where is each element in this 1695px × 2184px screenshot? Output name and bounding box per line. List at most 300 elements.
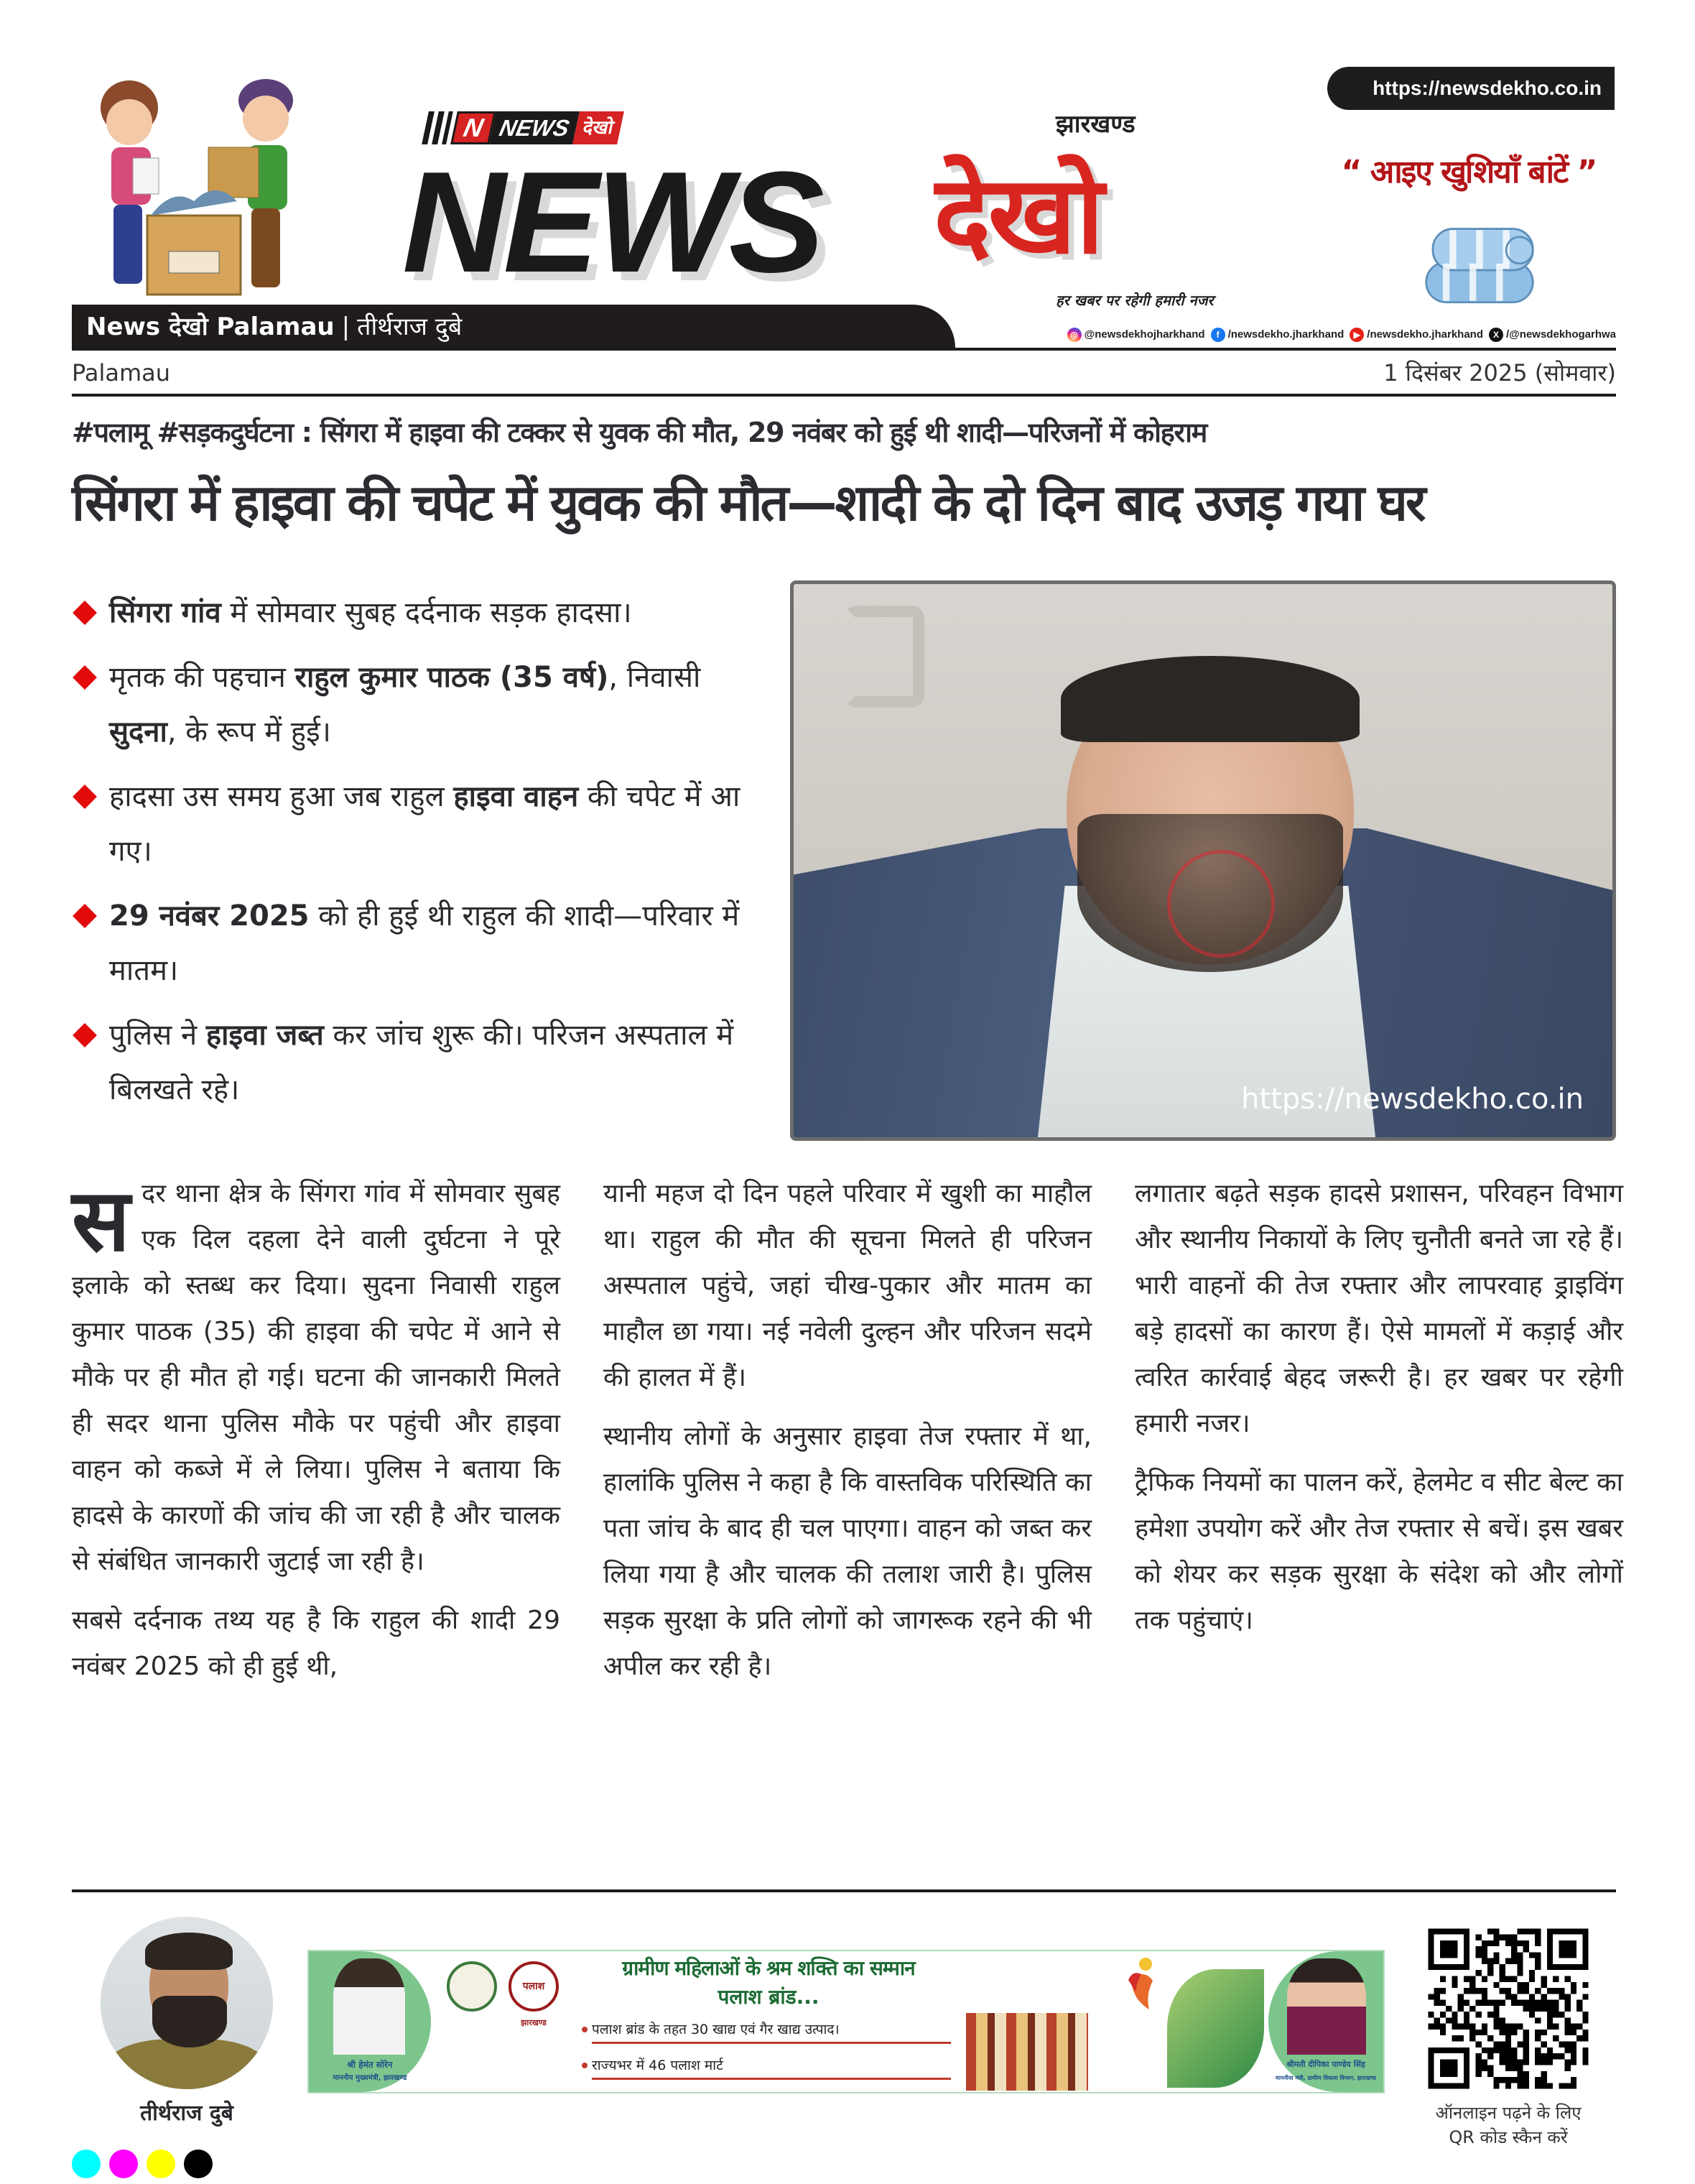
qr-module — [1500, 2000, 1505, 2006]
qr-module — [1500, 1935, 1505, 1940]
qr-module — [1559, 1994, 1564, 1999]
qr-module — [1582, 2048, 1588, 2053]
qr-module — [1464, 2000, 1469, 2006]
qr-module — [1493, 2012, 1499, 2017]
masthead-dekho-wordmark: देखो — [934, 153, 1102, 278]
footer-rule — [72, 1889, 1616, 1892]
ad-title-line1: ग्रामीण महिलाओं के श्रम शक्ति का सम्मान — [622, 1956, 915, 1980]
highlight-bold: हाइवा जब्त — [205, 1019, 324, 1052]
qr-module — [1475, 2000, 1481, 2006]
dateline-location: Palamau — [72, 359, 171, 387]
qr-caption-line2: QR कोड स्कैन करें — [1449, 2127, 1568, 2147]
qr-module — [1523, 1940, 1529, 1946]
reporter-name: तीर्थराज दुबे — [140, 2101, 233, 2126]
qr-module — [1517, 1964, 1523, 1970]
qr-module — [1500, 2042, 1505, 2048]
qr-module — [1559, 1940, 1576, 1958]
ad-title-line2: पलाश ब्रांड... — [718, 1985, 819, 2009]
highlight-bold: सिंगरा गांव — [109, 596, 221, 629]
qr-module — [1434, 1994, 1440, 1999]
ad-products-image — [966, 2013, 1088, 2091]
qr-module — [1500, 2030, 1505, 2035]
qr-module — [1511, 2065, 1517, 2071]
edition-author: तीर्थराज दुबे — [357, 313, 463, 341]
qr-module — [1505, 1994, 1511, 1999]
qr-module — [1511, 2024, 1517, 2030]
qr-module — [1582, 2053, 1588, 2059]
qr-module — [1511, 1976, 1517, 1981]
qr-module — [1535, 2035, 1541, 2041]
qr-module — [1511, 1940, 1517, 1946]
qr-module — [1523, 2059, 1529, 2065]
qr-module — [1440, 1976, 1446, 1981]
yellow-mark-icon — [147, 2150, 175, 2178]
qr-module — [1535, 2077, 1541, 2083]
diamond-bullet-icon — [73, 665, 97, 690]
qr-module — [1582, 2012, 1588, 2017]
slogan: “ आइए खुशियाँ बांटें ” — [1341, 154, 1597, 190]
highlight-item — [72, 769, 761, 879]
qr-module — [1553, 2006, 1559, 2012]
article-paragraph — [72, 1171, 560, 1585]
qr-module — [1547, 2048, 1553, 2053]
qr-module — [1571, 2059, 1576, 2065]
qr-module — [1511, 1952, 1517, 1958]
highlight-text: को ही हुई थी राहुल की शादी—परिवार में मातम। — [109, 899, 740, 987]
qr-module — [1440, 1988, 1446, 1994]
qr-module — [1547, 2006, 1553, 2012]
ad-left-title: माननीय मुख्यमंत्री, झारखण्ड — [333, 2074, 407, 2082]
qr-module — [1511, 1994, 1517, 1999]
qr-module — [1505, 2035, 1511, 2041]
qr-module — [1523, 2077, 1529, 2083]
qr-module — [1511, 1958, 1517, 1964]
instagram-icon: ◎ — [1067, 328, 1082, 342]
qr-module — [1559, 1988, 1564, 1994]
qr-module — [1511, 2077, 1517, 2083]
qr-module — [1500, 2024, 1505, 2030]
qr-module — [1535, 2006, 1541, 2012]
qr-module — [1440, 1940, 1458, 1958]
masthead-news-wordmark: NEWS — [402, 144, 822, 302]
highlight-item — [72, 1008, 761, 1117]
qr-module — [1523, 1982, 1529, 1988]
qr-module — [1493, 2000, 1499, 2006]
qr-module — [1487, 2012, 1493, 2017]
qr-module — [1505, 2077, 1511, 2083]
social-youtube[interactable] — [1350, 325, 1483, 345]
ad-point-1: पलाश ब्रांड के तहत 30 खाद्य एवं गैर खाद्य उत्पाद। — [592, 2019, 951, 2044]
qr-module — [1500, 1976, 1505, 1981]
qr-module — [1571, 2024, 1576, 2030]
qr-caption — [1393, 2101, 1623, 2150]
qr-module — [1517, 1940, 1523, 1946]
qr-module — [1487, 2065, 1493, 2071]
qr-module — [1559, 2053, 1564, 2059]
qr-module — [1464, 1988, 1469, 1994]
qr-module — [1493, 1982, 1499, 1988]
qr-module — [1487, 1964, 1493, 1970]
qr-module — [1452, 1976, 1457, 1981]
qr-module — [1529, 2012, 1535, 2017]
qr-module — [1452, 2012, 1457, 2017]
qr-module — [1571, 2077, 1576, 2083]
watermark-stamp-icon — [1167, 850, 1275, 958]
qr-module — [1582, 2059, 1588, 2065]
qr-module — [1487, 2035, 1493, 2041]
qr-module — [1529, 1976, 1535, 1981]
qr-module — [1541, 1976, 1547, 1981]
qr-module — [1541, 1994, 1547, 1999]
palash-brand-logo-icon — [1124, 1956, 1160, 2013]
qr-module — [1511, 2053, 1517, 2059]
article-paragraph: सबसे दर्दनाक तथ्य यह है कि राहुल की शादी 29 नवंबर 2025 को ही हुई थी, — [72, 1606, 560, 1681]
qr-module — [1440, 2024, 1446, 2030]
qr-module — [1493, 1958, 1499, 1964]
qr-module — [1493, 2017, 1499, 2023]
logo-n-mark: N — [450, 111, 496, 144]
qr-module — [1458, 2024, 1464, 2030]
qr-module — [1517, 2083, 1523, 2088]
qr-module — [1523, 1988, 1529, 1994]
qr-module — [1565, 2024, 1571, 2030]
qr-module — [1535, 2030, 1541, 2035]
qr-module — [1535, 2048, 1541, 2053]
ad-right-caption — [1270, 2058, 1382, 2089]
qr-module — [1523, 1928, 1529, 1934]
diamond-bullet-icon — [73, 785, 97, 809]
qr-module — [1541, 2077, 1547, 2083]
qr-module — [1469, 2006, 1475, 2012]
highlight-text: , निवासी — [608, 661, 701, 694]
avatar-beard — [152, 1996, 227, 2048]
qr-module — [1434, 2024, 1440, 2030]
highlight-text: हादसा उस समय हुआ जब राहुल — [109, 780, 454, 813]
qr-module — [1434, 1988, 1440, 1994]
article-kicker: #पलामू #सड़कदुर्घटना : सिंगरा में हाइवा की टक्कर से युवक की मौत, 29 नवंबर को हुई थी शादी—परिजनों में कोहराम — [72, 417, 1207, 448]
qr-module — [1469, 2024, 1475, 2030]
qr-module — [1493, 2006, 1499, 2012]
qr-module — [1576, 2035, 1582, 2041]
qr-module — [1547, 1988, 1553, 1994]
qr-module — [1482, 1994, 1487, 1999]
qr-module — [1482, 2059, 1487, 2065]
qr-module — [1517, 2071, 1523, 2077]
qr-module — [1458, 2035, 1464, 2041]
social-facebook[interactable] — [1211, 325, 1345, 345]
highlight-text: , के रूप में हुई। — [167, 716, 331, 749]
qr-module — [1475, 1946, 1481, 1952]
qr-module — [1511, 2048, 1517, 2053]
qr-module — [1493, 1935, 1499, 1940]
highlight-text: पुलिस ने — [109, 1019, 206, 1052]
qr-module — [1517, 2059, 1523, 2065]
palash-advertisement[interactable] — [307, 1950, 1385, 2093]
social-handle: /@newsdekhogarhwa — [1506, 328, 1616, 341]
qr-module — [1452, 2024, 1457, 2030]
qr-module — [1487, 1928, 1493, 1934]
qr-module — [1500, 1970, 1505, 1976]
qr-module — [1535, 1935, 1541, 1940]
qr-module — [1565, 2006, 1571, 2012]
qr-module — [1535, 1988, 1541, 1994]
qr-module — [1565, 2030, 1571, 2035]
qr-module — [1535, 2053, 1541, 2059]
dateline-rule — [72, 394, 1616, 397]
qr-module — [1505, 2053, 1511, 2059]
x-icon: X — [1489, 328, 1503, 342]
qr-module — [1505, 1935, 1511, 1940]
qr-module — [1547, 2053, 1553, 2059]
youtube-icon: ▶ — [1350, 328, 1364, 342]
qr-module — [1576, 2024, 1582, 2030]
qr-module — [1541, 2042, 1547, 2048]
logo-stripes — [422, 111, 453, 144]
qr-module — [1553, 2035, 1559, 2041]
qr-module — [1452, 2035, 1457, 2041]
qr-module — [1517, 2077, 1523, 2083]
ad-left-caption — [312, 2058, 428, 2089]
qr-module — [1541, 2000, 1547, 2006]
qr-module — [1517, 1952, 1523, 1958]
qr-module — [1547, 2059, 1553, 2065]
qr-module — [1529, 1928, 1535, 1934]
qr-module — [1547, 2017, 1553, 2023]
qr-module — [1553, 2024, 1559, 2030]
paragraph-text: दर थाना क्षेत्र के सिंगरा गांव में सोमवार सुबह एक दिल दहला देने वाली दुर्घटना ने पूरे इलाके को स्तब्ध कर दिया। सुदना निवासी राहुल कुमार पाठक (35) की हाइवा की चपेट में आने से मौके पर ही मौत हो गई। घटना की जानकारी मिलते ही सदर थाना पुलिस मौके पर पहुंची और हाइवा वाहन को कब्जे में ले लिया। पुलिस ने बताया कि हादसे के कारणों की जांच की जा रही है और चालक से संबंधित जानकारी जुटाई जा रही है। — [72, 1179, 560, 1576]
highlight-bold: हाइवा वाहन — [453, 780, 579, 813]
edition-separator: | — [341, 313, 350, 341]
qr-module — [1475, 2030, 1481, 2035]
logo-news-text: NEWS — [489, 111, 580, 144]
social-handle: /newsdekho.jharkhand — [1227, 328, 1345, 341]
qr-module — [1535, 2083, 1541, 2088]
qr-module — [1541, 2059, 1547, 2065]
qr-module — [1446, 2017, 1452, 2023]
qr-module — [1571, 2042, 1576, 2048]
qr-module — [1535, 1940, 1541, 1946]
registration-marks — [72, 2150, 213, 2178]
qr-module — [1469, 2035, 1475, 2041]
qr-module — [1541, 2071, 1547, 2077]
qr-module — [1505, 2024, 1511, 2030]
qr-module — [1511, 1946, 1517, 1952]
donation-illustration — [72, 79, 359, 302]
social-instagram[interactable] — [1067, 325, 1205, 345]
qr-module — [1475, 2053, 1481, 2059]
qr-module — [1475, 2042, 1481, 2048]
qr-module — [1535, 1928, 1541, 1934]
qr-module — [1535, 1964, 1541, 1970]
qr-module — [1487, 2000, 1493, 2006]
logo-dekho-text: देखो — [572, 111, 624, 144]
edition-bar-text — [86, 307, 462, 346]
qr-module — [1428, 1994, 1434, 1999]
qr-module — [1523, 2071, 1529, 2077]
highlight-text: कर जांच शुरू की। परिजन अस्पताल में बिलखते रहे। — [109, 1019, 734, 1106]
highlight-bold: राहुल कुमार पाठक (35 वर्ष) — [294, 661, 609, 694]
qr-module — [1487, 2053, 1493, 2059]
masthead-tagline: हर खबर पर रहेगी हमारी नजर — [1056, 292, 1214, 309]
highlights-list — [72, 586, 761, 1146]
qr-module — [1541, 2006, 1547, 2012]
qr-module — [1434, 2017, 1440, 2023]
article-paragraph: ट्रैफिक नियमों का पालन करें, हेलमेट व सीट बेल्ट का हमेशा उपयोग करें और तेज रफ्तार से बचें। इस खबर को शेयर कर सड़क सुरक्षा के संदेश को और लोगों तक पहुंचाएं। — [1135, 1468, 1623, 1635]
qr-module — [1541, 2053, 1547, 2059]
qr-module — [1464, 2012, 1469, 2017]
qr-module — [1505, 1988, 1511, 1994]
article-column-2 — [603, 1171, 1092, 1861]
qr-module — [1500, 2053, 1505, 2059]
qr-code[interactable] — [1422, 1922, 1594, 2095]
qr-module — [1529, 1952, 1535, 1958]
qr-module — [1582, 2017, 1588, 2023]
drop-cap: स — [72, 1171, 131, 1271]
masthead-rule — [72, 348, 1616, 351]
qr-module — [1547, 2000, 1553, 2006]
qr-module — [1517, 2000, 1523, 2006]
qr-module — [1458, 2000, 1464, 2006]
photo-hair — [1061, 656, 1360, 742]
qr-module — [1535, 1952, 1541, 1958]
qr-module — [1523, 2030, 1529, 2035]
avatar-hair — [145, 1933, 233, 1970]
emblem-state: झारखण्ड — [521, 2018, 547, 2027]
qr-module — [1464, 2024, 1469, 2030]
highlight-text: में सोमवार सुबह दर्दनाक सड़क हादसा। — [220, 596, 632, 629]
qr-module — [1535, 2059, 1541, 2065]
qr-module — [1500, 2059, 1505, 2065]
qr-module — [1428, 2012, 1434, 2017]
article-column-3 — [1135, 1171, 1623, 1861]
cyan-mark-icon — [72, 2150, 101, 2178]
social-x[interactable] — [1489, 325, 1616, 345]
qr-module — [1475, 1970, 1481, 1976]
qr-module — [1493, 2048, 1499, 2053]
mini-brand-logo — [422, 111, 624, 144]
qr-module — [1505, 1976, 1511, 1981]
ad-women-collage — [1167, 1969, 1264, 2088]
qr-module — [1440, 2000, 1446, 2006]
qr-module — [1571, 2053, 1576, 2059]
qr-module — [1523, 2083, 1529, 2088]
qr-module — [1517, 1958, 1523, 1964]
qr-module — [1541, 2083, 1547, 2088]
qr-module — [1517, 1970, 1523, 1976]
qr-module — [1559, 2012, 1564, 2017]
qr-module — [1517, 2065, 1523, 2071]
qr-module — [1500, 2048, 1505, 2053]
qr-module — [1458, 2006, 1464, 2012]
qr-module — [1475, 1952, 1481, 1958]
qr-module — [1500, 1988, 1505, 1994]
social-handle: @newsdekhojharkhand — [1084, 328, 1205, 341]
qr-module — [1535, 2000, 1541, 2006]
photo-watermark: https://newsdekho.co.in — [1241, 1083, 1584, 1116]
qr-module — [1452, 2017, 1457, 2023]
qr-module — [1511, 1935, 1517, 1940]
qr-module — [1565, 2048, 1571, 2053]
qr-module — [1511, 2000, 1517, 2006]
qr-module — [1553, 2053, 1559, 2059]
qr-module — [1529, 1970, 1535, 1976]
black-mark-icon — [184, 2150, 213, 2178]
highlight-bold: 29 नवंबर 2025 — [109, 899, 310, 933]
diamond-bullet-icon — [73, 904, 97, 928]
qr-module — [1523, 2000, 1529, 2006]
qr-module — [1571, 2048, 1576, 2053]
qr-module — [1493, 2083, 1499, 2088]
palash-emblem-icon — [508, 1961, 559, 2012]
qr-module — [1493, 1952, 1499, 1958]
qr-module — [1535, 1958, 1541, 1964]
article-paragraph: लगातार बढ़ते सड़क हादसे प्रशासन, परिवहन विभाग और स्थानीय निकायों के लिए चुनौती बनते जा रहे हैं। भारी वाहनों की तेज रफ्तार और लापरवाह ड्राइविंग बड़े हादसों का कारण हैं। ऐसे मामलों में कड़ाई और त्वरित कार्रवाई बेहद जरूरी है। हर खबर पर रहेगी हमारी नजर। — [1135, 1179, 1623, 1438]
qr-module — [1565, 2042, 1571, 2048]
diamond-bullet-icon — [73, 1023, 97, 1047]
qr-module — [1500, 2077, 1505, 2083]
qr-module — [1559, 2042, 1564, 2048]
qr-module — [1482, 1946, 1487, 1952]
qr-module — [1571, 1982, 1576, 1988]
social-links — [998, 325, 1616, 345]
highlight-text: मृतक की पहचान — [109, 661, 295, 694]
dateline-date: 1 दिसंबर 2025 (सोमवार) — [1383, 359, 1616, 387]
qr-module — [1529, 1994, 1535, 1999]
qr-module — [1469, 2030, 1475, 2035]
qr-module — [1487, 1958, 1493, 1964]
qr-module — [1487, 2071, 1493, 2077]
qr-module — [1529, 2006, 1535, 2012]
masthead-dekho-wordmark-box — [934, 140, 1293, 291]
qr-module — [1553, 1988, 1559, 1994]
qr-module — [1493, 1940, 1499, 1946]
qr-module — [1553, 2000, 1559, 2006]
qr-module — [1565, 2000, 1571, 2006]
qr-module — [1565, 2065, 1571, 2071]
qr-module — [1482, 2065, 1487, 2071]
qr-module — [1529, 2000, 1535, 2006]
qr-module — [1523, 2035, 1529, 2041]
qr-module — [1517, 1982, 1523, 1988]
facebook-icon: f — [1211, 328, 1225, 342]
qr-module — [1482, 2024, 1487, 2030]
qr-module — [1541, 1982, 1547, 1988]
highlight-bold: सुदना — [109, 716, 167, 749]
masthead-state: झारखण्ड — [1056, 110, 1136, 139]
qr-module — [1582, 2035, 1588, 2041]
qr-module — [1482, 1988, 1487, 1994]
highlight-item — [72, 586, 761, 640]
qr-module — [1475, 2059, 1481, 2065]
qr-module — [1482, 1958, 1487, 1964]
qr-module — [1535, 2017, 1541, 2023]
highlight-text: की चपेट में आ गए। — [109, 780, 740, 868]
qr-module — [1547, 2083, 1553, 2088]
qr-module — [1505, 2059, 1511, 2065]
qr-module — [1434, 2000, 1440, 2006]
qr-module — [1500, 1964, 1505, 1970]
website-url[interactable]: https://newsdekho.co.in — [1327, 67, 1615, 110]
highlight-item — [72, 650, 761, 759]
article-paragraph: यानी महज दो दिन पहले परिवार में खुशी का माहौल था। राहुल की मौत की सूचना मिलते ही परिजन अस्पताल पहुंचे, जहां चीख-पुकार और मातम का माहौल छा गया। नई नवेली दुल्हन और परिजन सदमे की हालत में हैं। — [603, 1179, 1092, 1392]
qr-module — [1482, 2030, 1487, 2035]
qr-module — [1547, 2012, 1553, 2017]
qr-module — [1523, 2006, 1529, 2012]
qr-module — [1582, 1994, 1588, 1999]
qr-module — [1547, 2024, 1553, 2030]
qr-module — [1565, 1976, 1571, 1981]
social-handle: /newsdekho.jharkhand — [1367, 328, 1483, 341]
